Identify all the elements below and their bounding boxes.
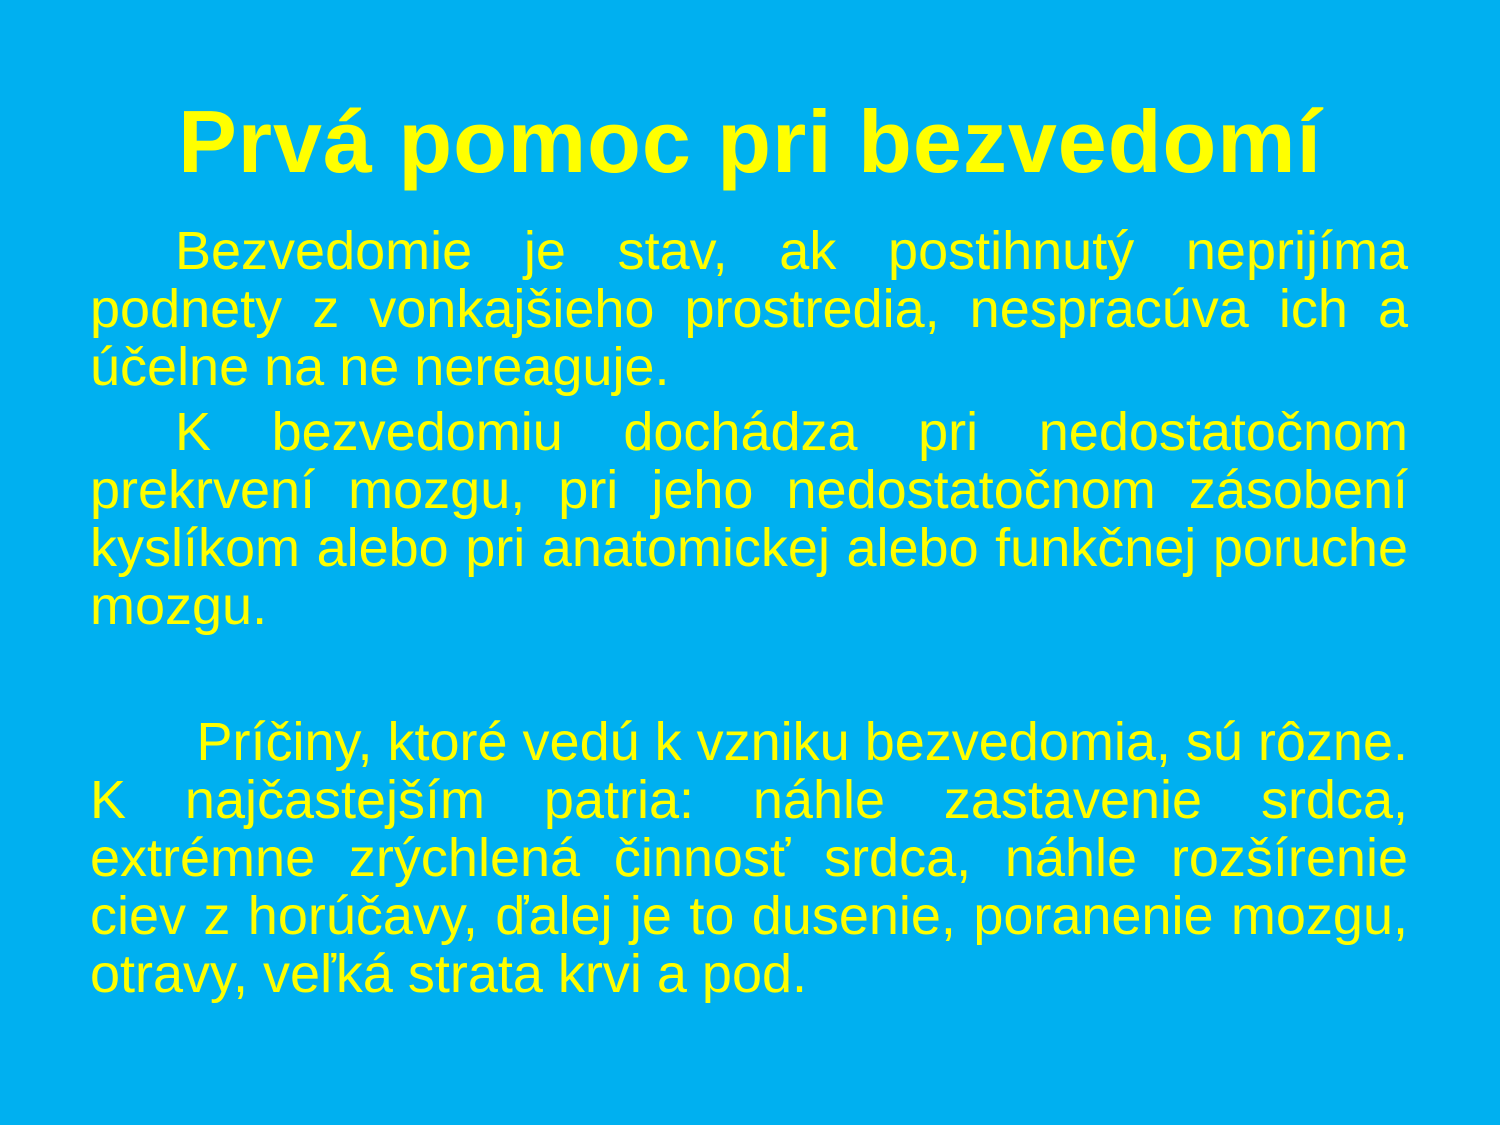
paragraph-causes-list: [90, 713, 1408, 1003]
causes-intro-line: Príčiny, ktoré vedú k vzniku bezvedomia, sú rôzne.: [196, 712, 1408, 772]
slide-title: Prvá pomoc pri bezvedomí: [178, 92, 1322, 191]
paragraph-definition: Bezvedomie je stav, ak postihnutý neprijíma podnety z vonkajšieho prostredia, nespracúva ich a účelne na ne nereaguje.: [90, 221, 1408, 397]
causes-list-text: K najčastejším patria: náhle zastavenie srdca, extrémne zrýchlená činnosť srdca, náhle rozšírenie ciev z horúčavy, ďalej je to dusenie, poranenie mozgu, otravy, veľká strata krvi a pod.: [90, 770, 1408, 1004]
paragraph-causes-mechanism: K bezvedomiu dochádza pri nedostatočnom prekrvení mozgu, pri jeho nedostatočnom zásobení kyslíkom alebo pri anatomickej alebo funkčnej poruche mozgu.: [90, 402, 1408, 636]
